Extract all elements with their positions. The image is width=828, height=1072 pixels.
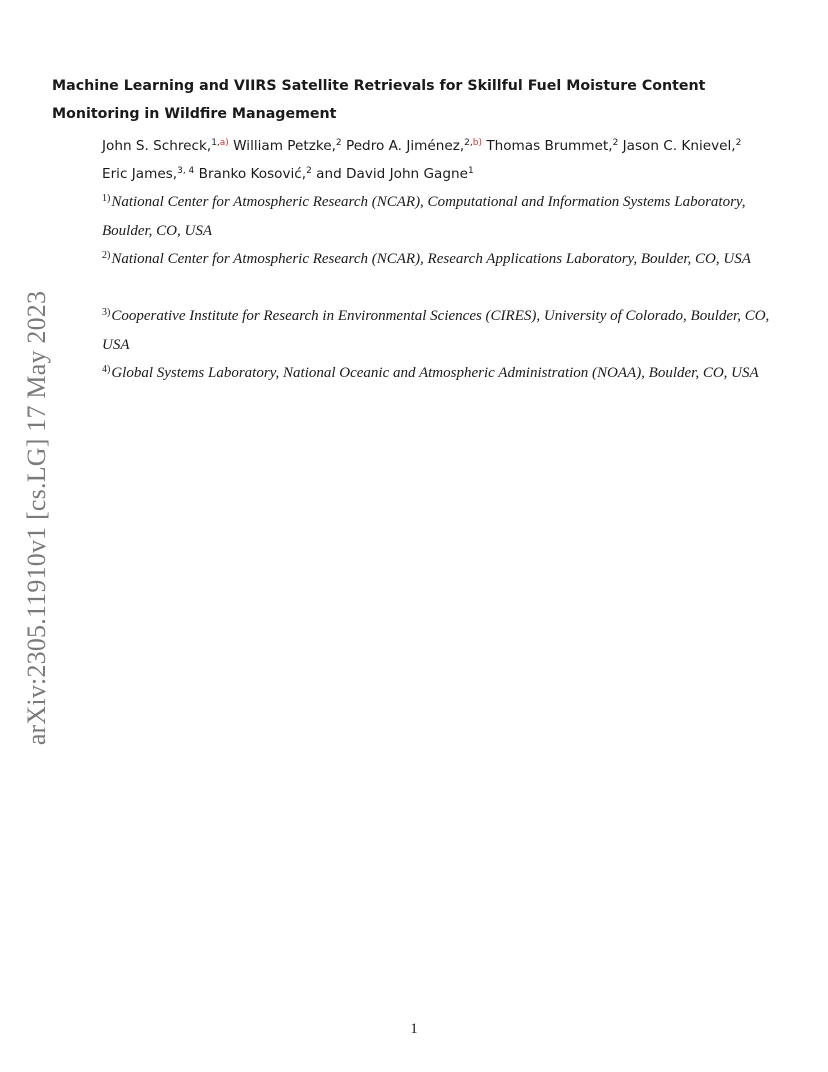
affiliation-4 bbox=[102, 359, 792, 388]
author-affil-sup: 2 bbox=[306, 166, 312, 176]
author-name: William Petzke, bbox=[233, 138, 336, 154]
affiliation-1 bbox=[102, 188, 792, 245]
author-affil-sup: 1 bbox=[467, 166, 474, 176]
author-name: Eric James, bbox=[102, 166, 178, 182]
arxiv-identifier: arXiv:2305.11910v1 [cs.LG] 17 May 2023 bbox=[22, 290, 51, 746]
affiliation-text: National Center for Atmospheric Research (NCAR), Computational and Information Systems Laboratory, Boulder, CO, USA bbox=[102, 194, 746, 239]
paper-title: Machine Learning and VIIRS Satellite Retrievals for Skillful Fuel Moisture Content Monitoring in Wildfire Management bbox=[52, 78, 706, 122]
page-number: 1 bbox=[410, 1021, 418, 1037]
author-affil-sup: 3, 4 bbox=[177, 166, 195, 176]
author-note-link[interactable]: b) bbox=[472, 138, 482, 148]
author-name: and David John Gagne bbox=[316, 166, 468, 182]
affiliation-2 bbox=[102, 245, 792, 274]
author-list bbox=[102, 132, 782, 188]
author-name: Branko Kosović, bbox=[198, 166, 307, 182]
affiliation-number: 3) bbox=[102, 307, 111, 318]
author-affil-sup: 2 bbox=[735, 138, 742, 148]
author-name: John S. Schreck, bbox=[102, 138, 212, 154]
author-affil-sup: 2 bbox=[335, 138, 342, 148]
author-affil-sup: 1, bbox=[211, 138, 220, 148]
author-name: Thomas Brummet, bbox=[486, 138, 613, 154]
affiliation-text: Global Systems Laboratory, National Oceanic and Atmospheric Administration (NOAA), Boulder, CO, USA bbox=[111, 365, 759, 381]
affiliation-number: 2) bbox=[102, 250, 111, 261]
affiliation-3 bbox=[102, 302, 792, 359]
author-name: Pedro A. Jiménez, bbox=[345, 138, 465, 154]
author-note-link[interactable]: a) bbox=[219, 138, 229, 148]
affiliation-number: 1) bbox=[102, 193, 111, 204]
affiliation-text: National Center for Atmospheric Research (NCAR), Research Applications Laboratory, Boulder, CO, USA bbox=[111, 251, 751, 267]
author-affil-sup: 2 bbox=[612, 138, 619, 148]
affiliation-number: 4) bbox=[102, 364, 111, 375]
author-name: Jason C. Knievel, bbox=[622, 138, 736, 154]
author-affil-sup: 2, bbox=[464, 138, 473, 148]
affiliation-text: Cooperative Institute for Research in Environmental Sciences (CIRES), University of Colorado, Boulder, CO, USA bbox=[102, 308, 770, 353]
